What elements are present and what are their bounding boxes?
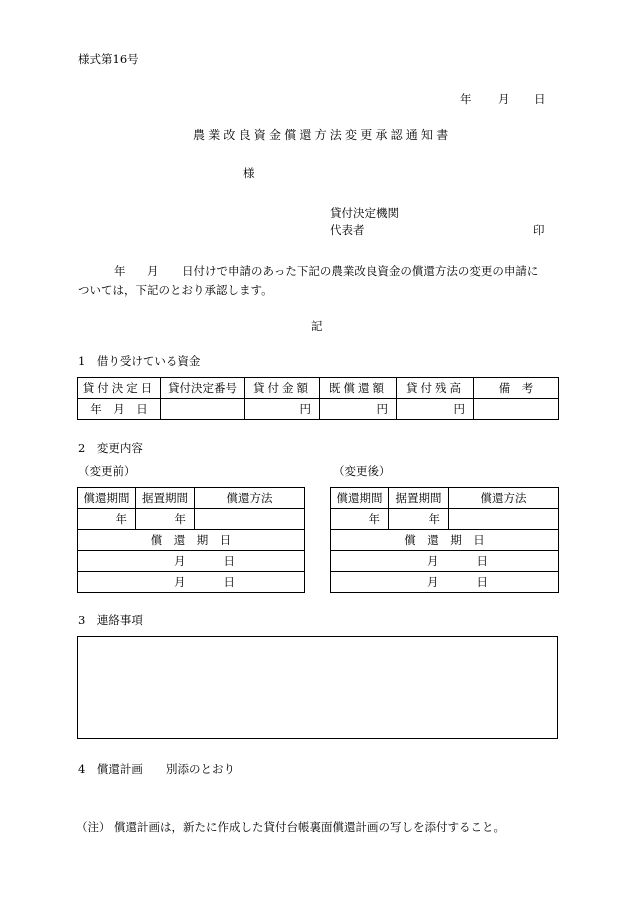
header-cell: 備 考 [474,378,559,399]
header-cell: 貸付決定日 [78,378,161,399]
repay-period-cell: 年 [331,509,389,530]
header-cell: 貸付残高 [397,378,474,399]
schedule-cell [331,572,559,593]
issuer-rep-label: 代表者 [330,223,365,237]
table-row [78,530,305,551]
table-row [331,551,559,572]
header-cell: 貸付金額 [245,378,320,399]
section3-heading: 3 連絡事項 [78,613,143,627]
note-label: （注） [76,820,111,834]
issuer-org-label: 貸付決定機関 [330,206,399,220]
before-table [77,487,305,593]
loan-date-cell: 年 月 日 [78,399,161,420]
table-row [78,572,305,593]
table-row [78,488,305,509]
loan-amount-cell: 円 [245,399,320,420]
document-title: 農業改良資金償還方法変更承認通知書 [193,128,452,142]
schedule-cell [78,551,305,572]
date-year: 年 [460,92,472,106]
after-label: （変更後） [333,464,391,478]
section1-heading: 1 借り受けている資金 [78,354,201,368]
note-text: 償還計画は，新たに作成した貸付台帳裏面償還計画の写しを添付すること。 [114,820,505,834]
after-table [330,487,559,593]
grace-period-cell: 年 [389,509,449,530]
remarks-cell [474,399,559,420]
header-cell: 据置期間 [136,488,195,509]
section2-heading: 2 変更内容 [78,441,143,455]
repaid-amount-cell: 円 [320,399,397,420]
method-cell [195,509,305,530]
table-row [331,530,559,551]
loan-table [77,377,559,420]
form-number: 様式第16号 [78,52,139,66]
loan-number-cell [161,399,245,420]
header-cell: 償還方法 [195,488,305,509]
contact-notes-box [77,636,558,739]
before-label: （変更前） [78,464,136,478]
seal-mark: 印 [533,223,545,237]
day-label: 日 [223,554,235,568]
schedule-header: 償 還 期 日 [331,530,559,551]
month-label: 月 [427,575,439,589]
day-label: 日 [476,554,488,568]
schedule-cell [78,572,305,593]
header-cell: 償還期間 [331,488,389,509]
addressee-suffix: 様 [243,166,255,180]
repay-period-cell: 年 [78,509,136,530]
header-cell: 償還方法 [449,488,559,509]
schedule-cell [331,551,559,572]
method-cell [449,509,559,530]
day-label: 日 [476,575,488,589]
date-day: 日 [534,92,546,106]
body-line1: 日付けで申請のあった下記の農業改良資金の償還方法の変更の申請に [182,264,539,278]
date-month: 月 [498,92,510,106]
table-row [78,551,305,572]
grace-period-cell: 年 [136,509,195,530]
section4-value: 別添のとおり [166,762,235,776]
body-date-month: 月 [147,264,159,278]
header-cell: 貸付決定番号 [161,378,245,399]
body-date-year: 年 [114,264,126,278]
schedule-header: 償 還 期 日 [78,530,305,551]
table-row [78,378,559,399]
day-label: 日 [223,575,235,589]
header-cell: 償還期間 [78,488,136,509]
header-cell: 据置期間 [389,488,449,509]
ki-label: 記 [311,319,323,333]
table-row [78,509,305,530]
section4-heading: 4 償還計画 [78,762,143,776]
month-label: 月 [174,554,186,568]
body-line2: ついては，下記のとおり承認します。 [78,283,273,297]
table-row [331,488,559,509]
month-label: 月 [174,575,186,589]
header-cell: 既償還額 [320,378,397,399]
table-row [331,572,559,593]
month-label: 月 [427,554,439,568]
table-row [331,509,559,530]
balance-cell: 円 [397,399,474,420]
table-row [78,399,559,420]
